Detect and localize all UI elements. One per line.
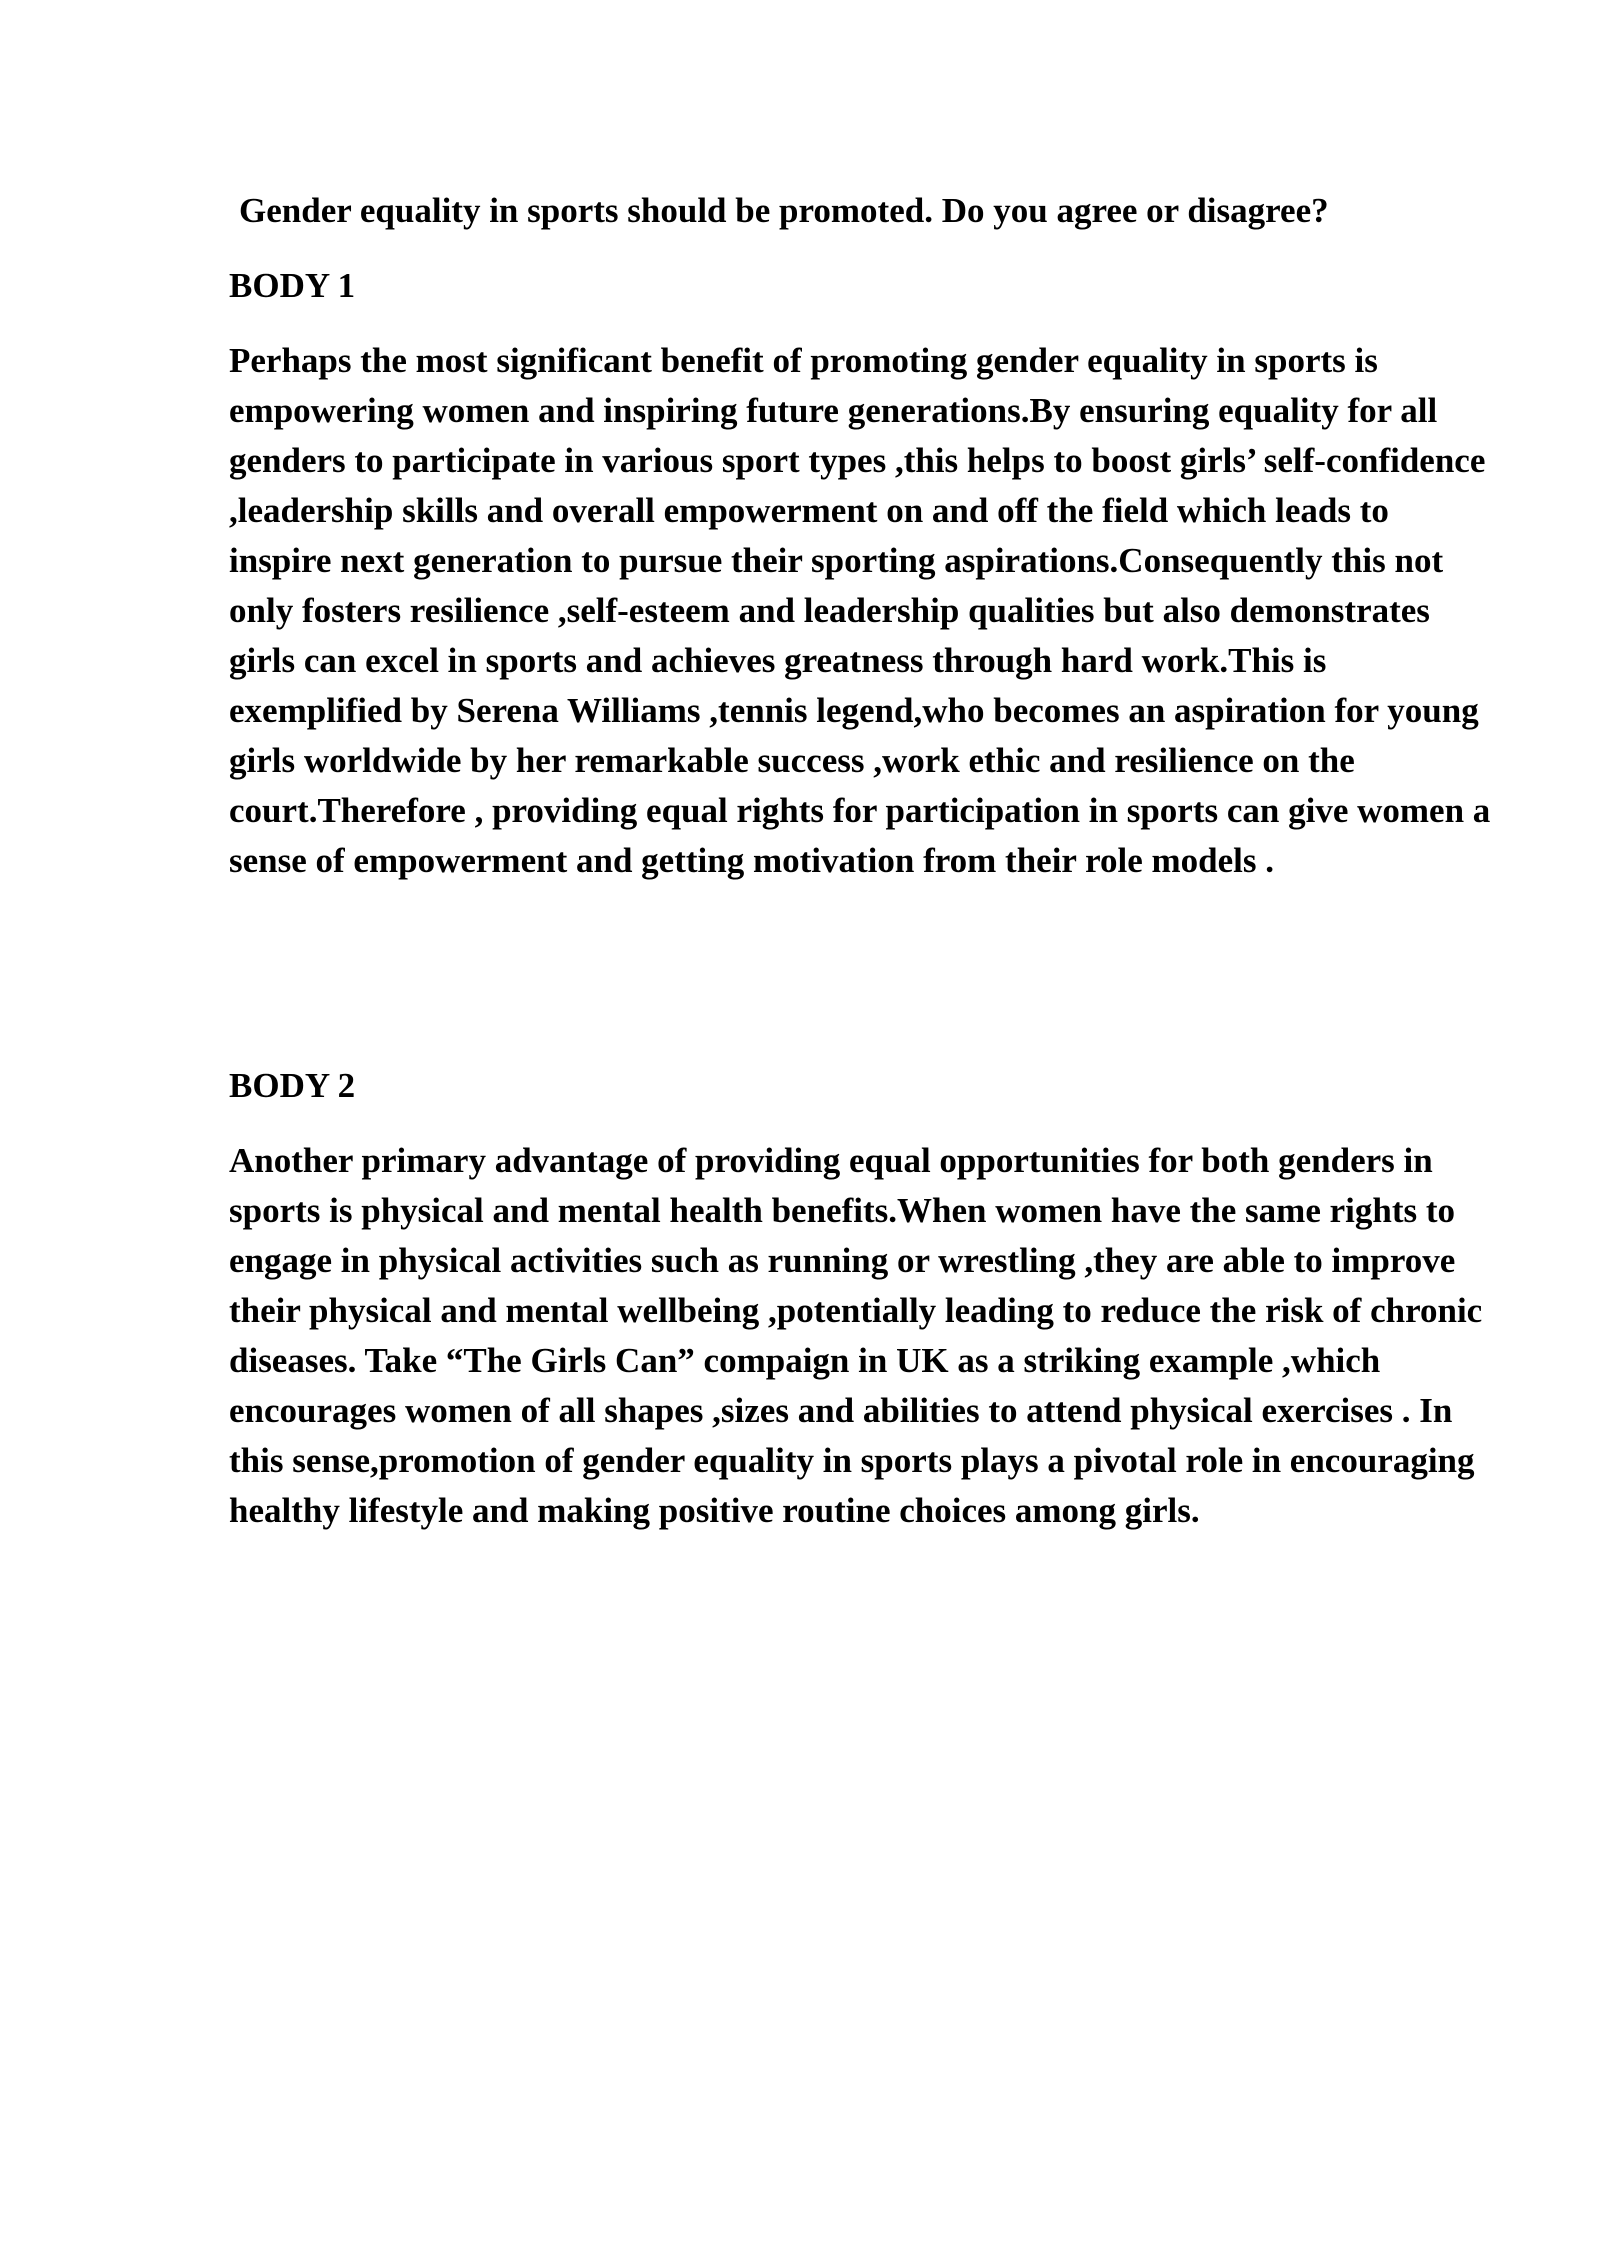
section-spacer <box>229 886 1491 1061</box>
section-heading-body-2: BODY 2 <box>229 1066 356 1105</box>
essay-question-title: Gender equality in sports should be promoted. Do you agree or disagree? <box>239 191 1329 230</box>
document-content <box>229 186 1491 1536</box>
body-1-paragraph: Perhaps the most significant benefit of promoting gender equality in sports is empowering women and inspiring future generations.By ensuring equality for all genders to participate in various sport types ,this helps to boost girls’ self-confidence ,leadership skills and overall empowerment on and off the field which leads to inspire next generation to pursue their sporting aspirations.Consequently this not only fosters resilience ,self-esteem and leadership qualities but also demonstrates girls can excel in sports and achieves greatness through hard work.This is exemplified by Serena Williams ,tennis legend,who becomes an aspiration for young girls worldwide by her remarkable success ,work ethic and resilience on the court.Therefore , providing equal rights for participation in sports can give women a sense of empowerment and getting motivation from their role models . <box>229 341 1491 880</box>
section-heading-body-1: BODY 1 <box>229 266 356 305</box>
body-2-paragraph: Another primary advantage of providing equal opportunities for both genders in sports is physical and mental health benefits.When women have the same rights to engage in physical activities such as running or wrestling ,they are able to improve their physical and mental wellbeing ,potentially leading to reduce the risk of chronic diseases. Take “The Girls Can” compaign in UK as a striking example ,which encourages women of all shapes ,sizes and abilities to attend physical exercises . In this sense,promotion of gender equality in sports plays a pivotal role in encouraging healthy lifestyle and making positive routine choices among girls. <box>229 1141 1483 1530</box>
